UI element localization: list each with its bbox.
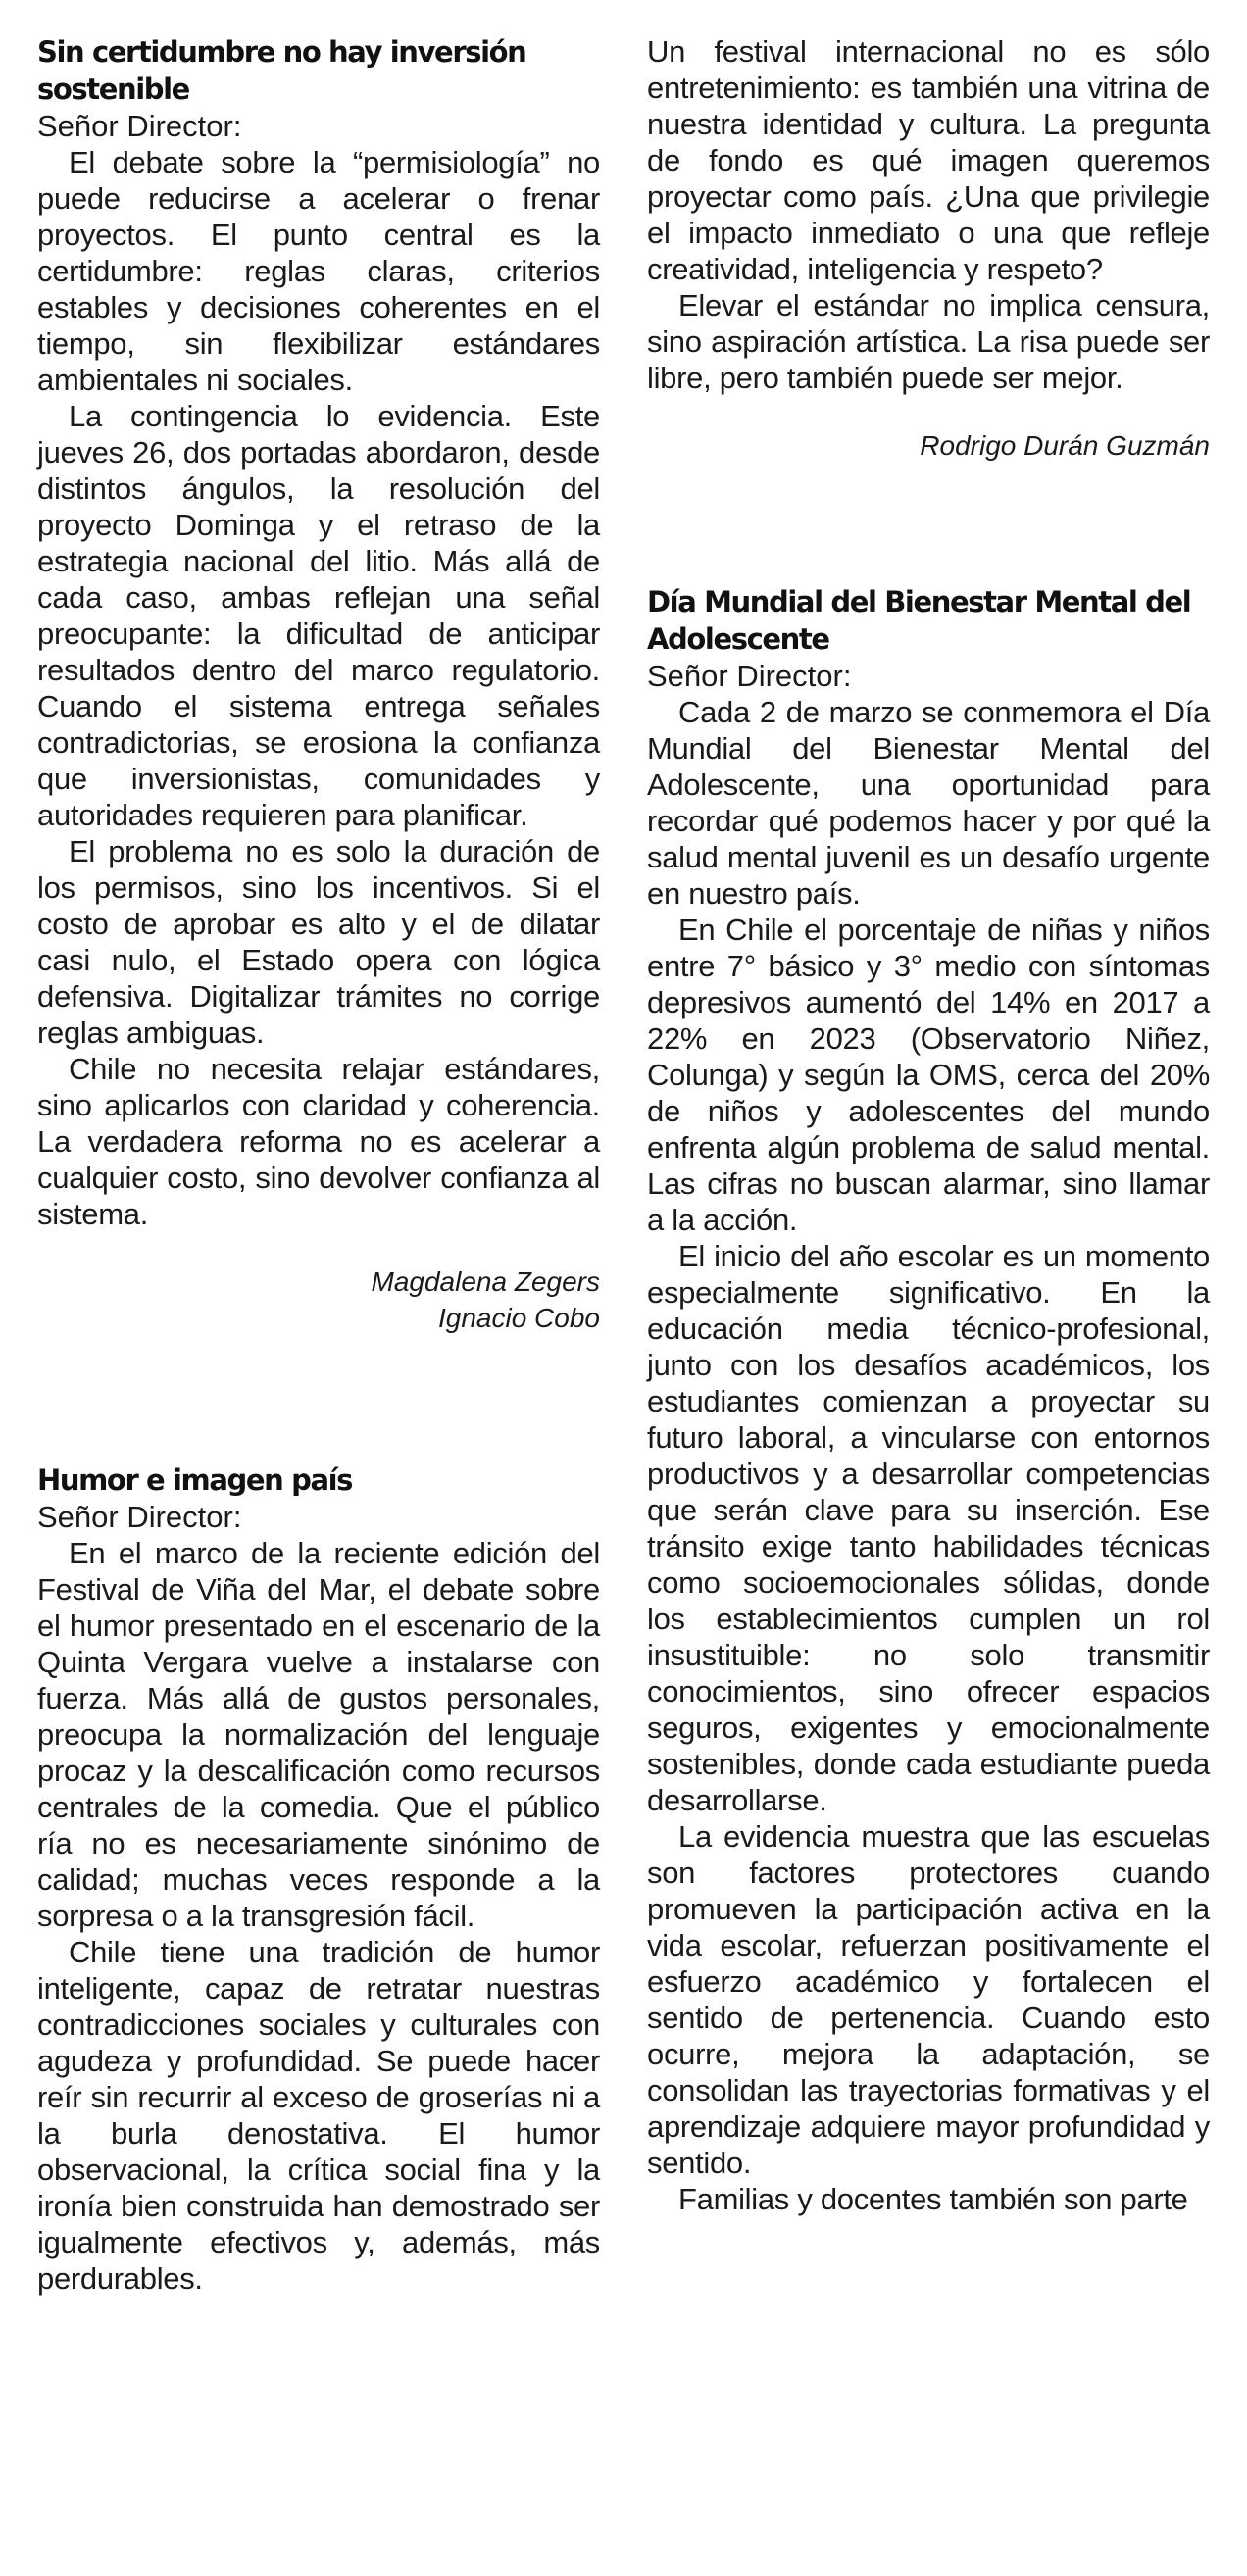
letter-title: Sin certidumbre no hay inversión sostenible — [37, 35, 526, 106]
signature-name: Ignacio Cobo — [437, 1303, 600, 1333]
letter-paragraph: El problema no es solo la duración de los permisos, sino los incentivos. Si el costo de aprobar es alto y el de dilatar casi nulo, el Estado opera con lógica defensiva. Digitalizar trámites no corrige reglas ambiguas. — [37, 834, 600, 1050]
letter-salutation: Señor Director: — [37, 109, 242, 143]
letter-paragraph: Un festival internacional no es sólo entretenimiento: es también una vitrina de nuestra identidad y cultura. La pregunta de fondo es qué imagen queremos proyectar como país. ¿Una que privilegie el impacto inmediato o una que refleje creatividad, inteligencia y respeto? — [647, 34, 1210, 286]
letter-paragraph: Cada 2 de marzo se conmemora el Día Mundial del Bienestar Mental del Adolescente, una oportunidad para recordar qué podemos hacer y por qué la salud mental juvenil es un desafío urgente en nuestro país. — [647, 695, 1210, 911]
letter-paragraph: Chile no necesita relajar estándares, sino aplicarlos con claridad y coherencia. La verdadera reforma no es acelerar a cualquier costo, sino devolver confianza al sistema. — [37, 1052, 600, 1231]
letter-certidumbre — [37, 33, 600, 1336]
letter-paragraph: La evidencia muestra que las escuelas son factores protectores cuando promueven la participación activa en la vida escolar, refuerzan positivamente el esfuerzo académico y fortalecen el sentido de pertenencia. Cuando esto ocurre, mejora la adaptación, se consolidan las trayectorias formativas y el aprendizaje adquiere mayor profundidad y sentido. — [647, 1819, 1210, 2180]
signature-name: Rodrigo Durán Guzmán — [920, 430, 1210, 461]
letter-title: Humor e imagen país — [37, 1463, 353, 1497]
letter-paragraph: En Chile el porcentaje de niñas y niños entre 7° básico y 3° medio con síntomas depresivos aumentó del 14% en 2017 a 22% en 2023 (Observatorio Niñez, Colunga) y según la OMS, cerca del 20% de niños y adolescentes del mundo enfrenta algún problema de salud mental. Las cifras no buscan alarmar, sino llamar a la acción. — [647, 913, 1210, 1237]
letter-title: Día Mundial del Bienestar Mental del Adolescente — [647, 585, 1191, 656]
letter-humor — [37, 1461, 600, 2297]
letter-bienestar — [647, 583, 1210, 2217]
letter-signatures — [647, 427, 1210, 464]
right-column — [647, 33, 1210, 2217]
letter-paragraph: Elevar el estándar no implica censura, sino aspiración artística. La risa puede ser libre, pero también puede ser mejor. — [647, 288, 1210, 395]
letter-humor-continued — [647, 33, 1210, 464]
letter-paragraph: El inicio del año escolar es un momento especialmente significativo. En la educación media técnico-profesional, junto con los desafíos académicos, los estudiantes comienzan a proyectar su futuro laboral, a vincularse con entornos productivos y a desarrollar competencias que serán clave para su inserción. Ese tránsito exige tanto habilidades técnicas como socioemocionales sólidas, donde los establecimientos cumplen un rol insustituible: no solo transmitir conocimientos, sino ofrecer espacios seguros, exigentes y emocionalmente sostenibles, donde cada estudiante pueda desarrollarse. — [647, 1239, 1210, 1817]
letter-paragraph: En el marco de la reciente edición del Festival de Viña del Mar, el debate sobre el humor presentado en el escenario de la Quinta Vergara vuelve a instalarse con fuerza. Más allá de gustos personales, preocupa la normalización del lenguaje procaz y la descalificación como recursos centrales de la comedia. Que el público ría no es necesariamente sinónimo de calidad; muchas veces responde a la sorpresa o a la transgresión fácil. — [37, 1536, 600, 1933]
letter-paragraph: Chile tiene una tradición de humor inteligente, capaz de retratar nuestras contradicciones sociales y culturales con agudeza y profundidad. Se puede hacer reír sin recurrir al exceso de groserías ni a la burla denostativa. El humor observacional, la crítica social fina y la ironía bien construida han demostrado ser igualmente efectivos y, además, más perdurables. — [37, 1935, 600, 2296]
letter-signatures — [37, 1263, 600, 1336]
letter-salutation: Señor Director: — [647, 659, 852, 693]
signature-name: Magdalena Zegers — [371, 1266, 600, 1297]
letter-salutation: Señor Director: — [37, 1500, 242, 1534]
letter-paragraph: La contingencia lo evidencia. Este jueves 26, dos portadas abordaron, desde distintos ángulos, la resolución del proyecto Dominga y el retraso de la estrategia nacional del litio. Más allá de cada caso, ambas reflejan una señal preocupante: la dificultad de anticipar resultados dentro del marco regulatorio. Cuando el sistema entrega señales contradictorias, se erosiona la confianza que inversionistas, comunidades y autoridades requieren para planificar. — [37, 399, 600, 832]
left-column — [37, 33, 600, 2297]
letter-paragraph: El debate sobre la “permisiología” no puede reducirse a acelerar o frenar proyectos. El punto central es la certidumbre: reglas claras, criterios estables y decisiones coherentes en el tiempo, sin flexibilizar estándares ambientales ni sociales. — [37, 145, 600, 397]
letter-paragraph: Familias y docentes también son parte — [678, 2182, 1188, 2216]
